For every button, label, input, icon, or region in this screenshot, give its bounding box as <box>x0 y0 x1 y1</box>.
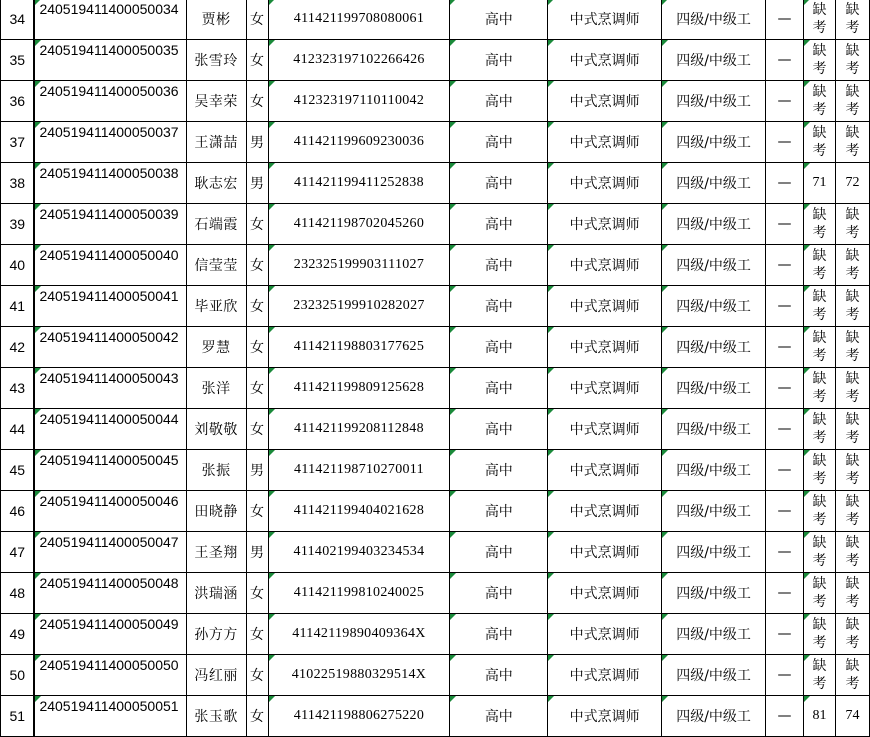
education-cell[interactable]: 高中 <box>450 163 548 204</box>
candidate-name-cell[interactable]: 石端霞 <box>186 204 246 245</box>
level-cell[interactable]: 四级/中级工 <box>662 368 766 409</box>
practical-score-cell[interactable]: 缺考 <box>835 655 869 696</box>
level-cell[interactable]: 四级/中级工 <box>662 655 766 696</box>
table-row <box>1 573 870 614</box>
education-cell[interactable]: 高中 <box>450 122 548 163</box>
table-row <box>1 245 870 286</box>
theory-score-cell[interactable]: 缺考 <box>803 450 835 491</box>
candidate-name-cell[interactable]: 王圣翔 <box>186 532 246 573</box>
row-number-cell[interactable]: 38 <box>1 163 35 204</box>
ticket-number-cell[interactable]: 240519411400050034 <box>34 0 186 40</box>
practical-score-cell[interactable]: 72 <box>835 163 869 204</box>
ticket-number-cell[interactable]: 240519411400050044 <box>34 409 186 450</box>
remark-cell[interactable]: — <box>766 696 804 737</box>
practical-score-cell[interactable]: 缺考 <box>835 573 869 614</box>
remark-cell[interactable]: — <box>766 163 804 204</box>
id-number-cell[interactable]: 412323197110110042 <box>268 81 450 122</box>
level-cell[interactable]: 四级/中级工 <box>662 286 766 327</box>
occupation-cell[interactable]: 中式烹调师 <box>548 491 662 532</box>
occupation-cell[interactable]: 中式烹调师 <box>548 122 662 163</box>
row-number-cell[interactable]: 35 <box>1 40 35 81</box>
gender-cell[interactable]: 男 <box>246 122 268 163</box>
level-cell[interactable]: 四级/中级工 <box>662 696 766 737</box>
candidate-name-cell[interactable]: 张雪玲 <box>186 40 246 81</box>
occupation-cell[interactable]: 中式烹调师 <box>548 163 662 204</box>
theory-score-cell[interactable]: 81 <box>803 696 835 737</box>
id-number-cell[interactable]: 411421199404021628 <box>268 491 450 532</box>
education-cell[interactable]: 高中 <box>450 0 548 40</box>
practical-score-cell[interactable]: 缺考 <box>835 491 869 532</box>
education-cell[interactable]: 高中 <box>450 327 548 368</box>
ticket-number-cell[interactable]: 240519411400050042 <box>34 327 186 368</box>
remark-cell[interactable]: — <box>766 204 804 245</box>
gender-cell[interactable]: 女 <box>246 409 268 450</box>
row-number-cell[interactable]: 39 <box>1 204 35 245</box>
candidate-name-cell[interactable]: 张振 <box>186 450 246 491</box>
education-cell[interactable]: 高中 <box>450 655 548 696</box>
practical-score-cell[interactable]: 缺考 <box>835 409 869 450</box>
remark-cell[interactable]: — <box>766 40 804 81</box>
level-cell[interactable]: 四级/中级工 <box>662 327 766 368</box>
remark-cell[interactable]: — <box>766 614 804 655</box>
practical-score-cell[interactable]: 缺考 <box>835 245 869 286</box>
candidate-name-cell[interactable]: 耿志宏 <box>186 163 246 204</box>
ticket-number-cell[interactable]: 240519411400050048 <box>34 573 186 614</box>
table-row <box>1 0 870 40</box>
table-row <box>1 532 870 573</box>
occupation-cell[interactable]: 中式烹调师 <box>548 532 662 573</box>
occupation-cell[interactable]: 中式烹调师 <box>548 81 662 122</box>
occupation-cell[interactable]: 中式烹调师 <box>548 450 662 491</box>
level-cell[interactable]: 四级/中级工 <box>662 532 766 573</box>
theory-score-cell[interactable]: 缺考 <box>803 491 835 532</box>
id-number-cell[interactable]: 411421199810240025 <box>268 573 450 614</box>
level-cell[interactable]: 四级/中级工 <box>662 245 766 286</box>
occupation-cell[interactable]: 中式烹调师 <box>548 614 662 655</box>
occupation-cell[interactable]: 中式烹调师 <box>548 655 662 696</box>
table-row <box>1 40 870 81</box>
theory-score-cell[interactable]: 缺考 <box>803 286 835 327</box>
id-number-cell[interactable]: 411421199809125628 <box>268 368 450 409</box>
practical-score-cell[interactable]: 缺考 <box>835 81 869 122</box>
id-number-cell[interactable]: 411421198806275220 <box>268 696 450 737</box>
ticket-number-cell[interactable]: 240519411400050046 <box>34 491 186 532</box>
id-number-cell[interactable]: 41022519880329514X <box>268 655 450 696</box>
theory-score-cell[interactable]: 缺考 <box>803 81 835 122</box>
id-number-cell[interactable]: 411421198803177625 <box>268 327 450 368</box>
table-row <box>1 368 870 409</box>
id-number-cell[interactable]: 411402199403234534 <box>268 532 450 573</box>
table-row <box>1 204 870 245</box>
education-cell[interactable]: 高中 <box>450 40 548 81</box>
level-cell[interactable]: 四级/中级工 <box>662 0 766 40</box>
row-number-cell[interactable]: 36 <box>1 81 35 122</box>
row-number-cell[interactable]: 48 <box>1 573 35 614</box>
ticket-number-cell[interactable]: 240519411400050035 <box>34 40 186 81</box>
practical-score-cell[interactable]: 缺考 <box>835 286 869 327</box>
occupation-cell[interactable]: 中式烹调师 <box>548 368 662 409</box>
level-cell[interactable]: 四级/中级工 <box>662 40 766 81</box>
theory-score-cell[interactable]: 缺考 <box>803 655 835 696</box>
theory-score-cell[interactable]: 缺考 <box>803 532 835 573</box>
gender-cell[interactable]: 女 <box>246 204 268 245</box>
row-number-cell[interactable]: 37 <box>1 122 35 163</box>
practical-score-cell[interactable]: 缺考 <box>835 327 869 368</box>
row-number-cell[interactable]: 44 <box>1 409 35 450</box>
remark-cell[interactable]: — <box>766 327 804 368</box>
candidate-name-cell[interactable]: 洪瑞涵 <box>186 573 246 614</box>
id-number-cell[interactable]: 411421199708080061 <box>268 0 450 40</box>
id-number-cell[interactable]: 232325199910282027 <box>268 286 450 327</box>
practical-score-cell[interactable]: 缺考 <box>835 122 869 163</box>
occupation-cell[interactable]: 中式烹调师 <box>548 40 662 81</box>
id-number-cell[interactable]: 411421198702045260 <box>268 204 450 245</box>
remark-cell[interactable]: — <box>766 0 804 40</box>
ticket-number-cell[interactable]: 240519411400050051 <box>34 696 186 737</box>
table-row <box>1 614 870 655</box>
table-body <box>1 0 870 737</box>
remark-cell[interactable]: — <box>766 245 804 286</box>
level-cell[interactable]: 四级/中级工 <box>662 122 766 163</box>
table-row <box>1 163 870 204</box>
ticket-number-cell[interactable]: 240519411400050047 <box>34 532 186 573</box>
remark-cell[interactable]: — <box>766 122 804 163</box>
level-cell[interactable]: 四级/中级工 <box>662 204 766 245</box>
theory-score-cell[interactable]: 缺考 <box>803 245 835 286</box>
id-number-cell[interactable]: 232325199903111027 <box>268 245 450 286</box>
theory-score-cell[interactable]: 缺考 <box>803 204 835 245</box>
occupation-cell[interactable]: 中式烹调师 <box>548 286 662 327</box>
candidate-name-cell[interactable]: 孙方方 <box>186 614 246 655</box>
level-cell[interactable]: 四级/中级工 <box>662 81 766 122</box>
table-row <box>1 655 870 696</box>
ticket-number-cell[interactable]: 240519411400050043 <box>34 368 186 409</box>
practical-score-cell[interactable]: 缺考 <box>835 368 869 409</box>
occupation-cell[interactable]: 中式烹调师 <box>548 696 662 737</box>
ticket-number-cell[interactable]: 240519411400050045 <box>34 450 186 491</box>
education-cell[interactable]: 高中 <box>450 450 548 491</box>
level-cell[interactable]: 四级/中级工 <box>662 491 766 532</box>
gender-cell[interactable]: 女 <box>246 696 268 737</box>
level-cell[interactable]: 四级/中级工 <box>662 450 766 491</box>
practical-score-cell[interactable]: 缺考 <box>835 204 869 245</box>
education-cell[interactable]: 高中 <box>450 696 548 737</box>
candidate-name-cell[interactable]: 田晓静 <box>186 491 246 532</box>
row-number-cell[interactable]: 46 <box>1 491 35 532</box>
ticket-number-cell[interactable]: 240519411400050036 <box>34 81 186 122</box>
occupation-cell[interactable]: 中式烹调师 <box>548 327 662 368</box>
gender-cell[interactable]: 女 <box>246 286 268 327</box>
education-cell[interactable]: 高中 <box>450 81 548 122</box>
level-cell[interactable]: 四级/中级工 <box>662 614 766 655</box>
remark-cell[interactable]: — <box>766 286 804 327</box>
row-number-cell[interactable]: 49 <box>1 614 35 655</box>
practical-score-cell[interactable]: 缺考 <box>835 0 869 40</box>
theory-score-cell[interactable]: 缺考 <box>803 614 835 655</box>
remark-cell[interactable]: — <box>766 573 804 614</box>
ticket-number-cell[interactable]: 240519411400050049 <box>34 614 186 655</box>
candidate-name-cell[interactable]: 信莹莹 <box>186 245 246 286</box>
level-cell[interactable]: 四级/中级工 <box>662 573 766 614</box>
ticket-number-cell[interactable]: 240519411400050040 <box>34 245 186 286</box>
row-number-cell[interactable]: 42 <box>1 327 35 368</box>
gender-cell[interactable]: 男 <box>246 450 268 491</box>
row-number-cell[interactable]: 45 <box>1 450 35 491</box>
ticket-number-cell[interactable]: 240519411400050041 <box>34 286 186 327</box>
id-number-cell[interactable]: 411421199411252838 <box>268 163 450 204</box>
remark-cell[interactable]: — <box>766 450 804 491</box>
theory-score-cell[interactable]: 缺考 <box>803 368 835 409</box>
theory-score-cell[interactable]: 缺考 <box>803 409 835 450</box>
ticket-number-cell[interactable]: 240519411400050037 <box>34 122 186 163</box>
theory-score-cell[interactable]: 缺考 <box>803 327 835 368</box>
remark-cell[interactable]: — <box>766 491 804 532</box>
level-cell[interactable]: 四级/中级工 <box>662 409 766 450</box>
gender-cell[interactable]: 女 <box>246 81 268 122</box>
theory-score-cell[interactable]: 71 <box>803 163 835 204</box>
occupation-cell[interactable]: 中式烹调师 <box>548 204 662 245</box>
remark-cell[interactable]: — <box>766 532 804 573</box>
candidate-name-cell[interactable]: 王潇喆 <box>186 122 246 163</box>
table-row <box>1 696 870 737</box>
remark-cell[interactable]: — <box>766 368 804 409</box>
education-cell[interactable]: 高中 <box>450 573 548 614</box>
gender-cell[interactable]: 女 <box>246 40 268 81</box>
candidate-name-cell[interactable]: 张洋 <box>186 368 246 409</box>
id-number-cell[interactable]: 411421199208112848 <box>268 409 450 450</box>
row-number-cell[interactable]: 43 <box>1 368 35 409</box>
theory-score-cell[interactable]: 缺考 <box>803 0 835 40</box>
candidate-name-cell[interactable]: 贾彬 <box>186 0 246 40</box>
occupation-cell[interactable]: 中式烹调师 <box>548 0 662 40</box>
education-cell[interactable]: 高中 <box>450 491 548 532</box>
gender-cell[interactable]: 女 <box>246 327 268 368</box>
id-number-cell[interactable]: 412323197102266426 <box>268 40 450 81</box>
practical-score-cell[interactable]: 缺考 <box>835 532 869 573</box>
theory-score-cell[interactable]: 缺考 <box>803 573 835 614</box>
gender-cell[interactable]: 女 <box>246 491 268 532</box>
gender-cell[interactable]: 男 <box>246 163 268 204</box>
ticket-number-cell[interactable]: 240519411400050050 <box>34 655 186 696</box>
table-row <box>1 286 870 327</box>
education-cell[interactable]: 高中 <box>450 409 548 450</box>
candidate-name-cell[interactable]: 张玉歌 <box>186 696 246 737</box>
education-cell[interactable]: 高中 <box>450 286 548 327</box>
gender-cell[interactable]: 女 <box>246 0 268 40</box>
theory-score-cell[interactable]: 缺考 <box>803 40 835 81</box>
education-cell[interactable]: 高中 <box>450 368 548 409</box>
id-number-cell[interactable]: 411421198710270011 <box>268 450 450 491</box>
practical-score-cell[interactable]: 缺考 <box>835 40 869 81</box>
gender-cell[interactable]: 女 <box>246 368 268 409</box>
gender-cell[interactable]: 女 <box>246 573 268 614</box>
remark-cell[interactable]: — <box>766 81 804 122</box>
candidate-name-cell[interactable]: 毕亚欣 <box>186 286 246 327</box>
row-number-cell[interactable]: 50 <box>1 655 35 696</box>
education-cell[interactable]: 高中 <box>450 204 548 245</box>
gender-cell[interactable]: 男 <box>246 532 268 573</box>
table-row <box>1 81 870 122</box>
candidate-name-cell[interactable]: 冯红丽 <box>186 655 246 696</box>
candidate-name-cell[interactable]: 吴幸荣 <box>186 81 246 122</box>
row-number-cell[interactable]: 51 <box>1 696 35 737</box>
table-row <box>1 450 870 491</box>
ticket-number-cell[interactable]: 240519411400050038 <box>34 163 186 204</box>
education-cell[interactable]: 高中 <box>450 245 548 286</box>
table-row <box>1 327 870 368</box>
ticket-number-cell[interactable]: 240519411400050039 <box>34 204 186 245</box>
row-number-cell[interactable]: 47 <box>1 532 35 573</box>
gender-cell[interactable]: 女 <box>246 655 268 696</box>
occupation-cell[interactable]: 中式烹调师 <box>548 573 662 614</box>
gender-cell[interactable]: 女 <box>246 614 268 655</box>
education-cell[interactable]: 高中 <box>450 614 548 655</box>
id-number-cell[interactable]: 41142119890409364X <box>268 614 450 655</box>
row-number-cell[interactable]: 34 <box>1 0 35 40</box>
table-row <box>1 122 870 163</box>
remark-cell[interactable]: — <box>766 409 804 450</box>
gender-cell[interactable]: 女 <box>246 245 268 286</box>
table-row <box>1 409 870 450</box>
occupation-cell[interactable]: 中式烹调师 <box>548 245 662 286</box>
level-cell[interactable]: 四级/中级工 <box>662 163 766 204</box>
practical-score-cell[interactable]: 缺考 <box>835 450 869 491</box>
table-row <box>1 491 870 532</box>
occupation-cell[interactable]: 中式烹调师 <box>548 409 662 450</box>
education-cell[interactable]: 高中 <box>450 532 548 573</box>
row-number-cell[interactable]: 40 <box>1 245 35 286</box>
theory-score-cell[interactable]: 缺考 <box>803 122 835 163</box>
row-number-cell[interactable]: 41 <box>1 286 35 327</box>
candidate-name-cell[interactable]: 罗慧 <box>186 327 246 368</box>
practical-score-cell[interactable]: 74 <box>835 696 869 737</box>
id-number-cell[interactable]: 411421199609230036 <box>268 122 450 163</box>
candidate-name-cell[interactable]: 刘敬敬 <box>186 409 246 450</box>
remark-cell[interactable]: — <box>766 655 804 696</box>
practical-score-cell[interactable]: 缺考 <box>835 614 869 655</box>
